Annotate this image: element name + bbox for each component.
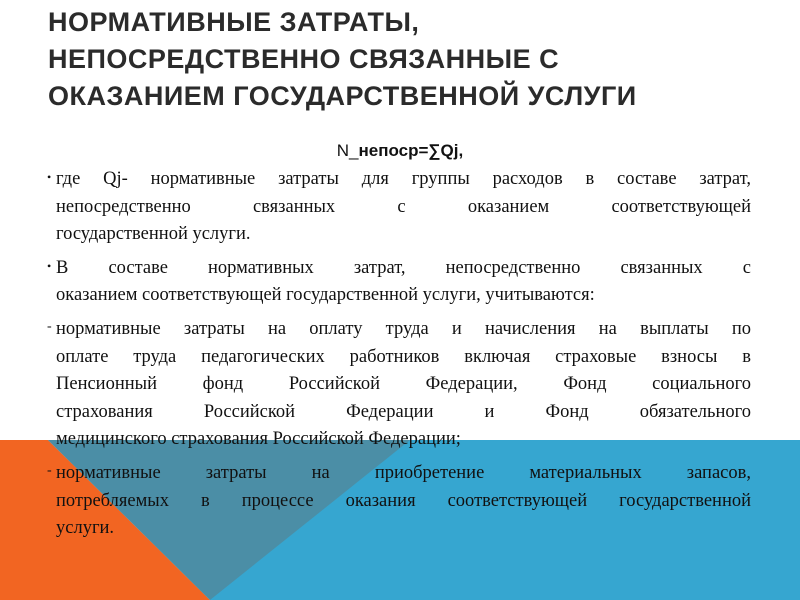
- paragraph-line: страхования Российской Федерации и Фонд обязательного: [56, 401, 751, 422]
- paragraph-line: оплате труда педагогических работников включая страховые взносы в: [56, 346, 751, 367]
- paragraph-line: оказанием соответствующей государственной услуги, учитываются:: [56, 285, 595, 306]
- formula-prefix: N_: [336, 141, 359, 160]
- slide-body: [47, 166, 751, 549]
- paragraph-line: нормативные затраты на оплату труда и начисления на выплаты по: [56, 318, 751, 339]
- paragraph-line: Пенсионный фонд Российской Федерации, Фонд социального: [56, 374, 751, 395]
- paragraph-line: В составе нормативных затрат, непосредственно связанных с: [56, 257, 751, 278]
- paragraph-line: государственной услуги.: [56, 224, 251, 245]
- paragraph-line: потребляемых в процессе оказания соответствующей государственной: [56, 490, 751, 511]
- formula: [0, 140, 800, 162]
- paragraph-line: медицинского страхования Российской Федерации;: [56, 429, 461, 450]
- bullet-icon: •: [47, 258, 52, 273]
- paragraph-line: непосредственно связанных с оказанием соответствующей: [56, 196, 751, 217]
- title-line: ОКАЗАНИЕМ ГОСУДАРСТВЕННОЙ УСЛУГИ: [48, 81, 637, 111]
- bullet-paragraph: [47, 166, 751, 249]
- dash-paragraph: [47, 316, 751, 454]
- paragraph-line: услуги.: [56, 518, 115, 539]
- bullet-icon: •: [47, 170, 52, 184]
- title-line: НЕПОСРЕДСТВЕННО СВЯЗАННЫЕ С: [48, 44, 560, 74]
- paragraph-line: где Qj- нормативные затраты для группы расходов в составе затрат,: [56, 169, 751, 189]
- title-line: НОРМАТИВНЫЕ ЗАТРАТЫ,: [48, 7, 420, 37]
- dash-icon: -: [47, 462, 52, 478]
- dash-icon: -: [47, 318, 52, 334]
- formula-body: непоср=∑Qj,: [358, 141, 464, 160]
- dash-paragraph: [47, 460, 751, 543]
- slide-title: [48, 4, 768, 115]
- paragraph-line: нормативные затраты на приобретение материальных запасов,: [56, 462, 751, 483]
- bullet-paragraph: [47, 255, 751, 310]
